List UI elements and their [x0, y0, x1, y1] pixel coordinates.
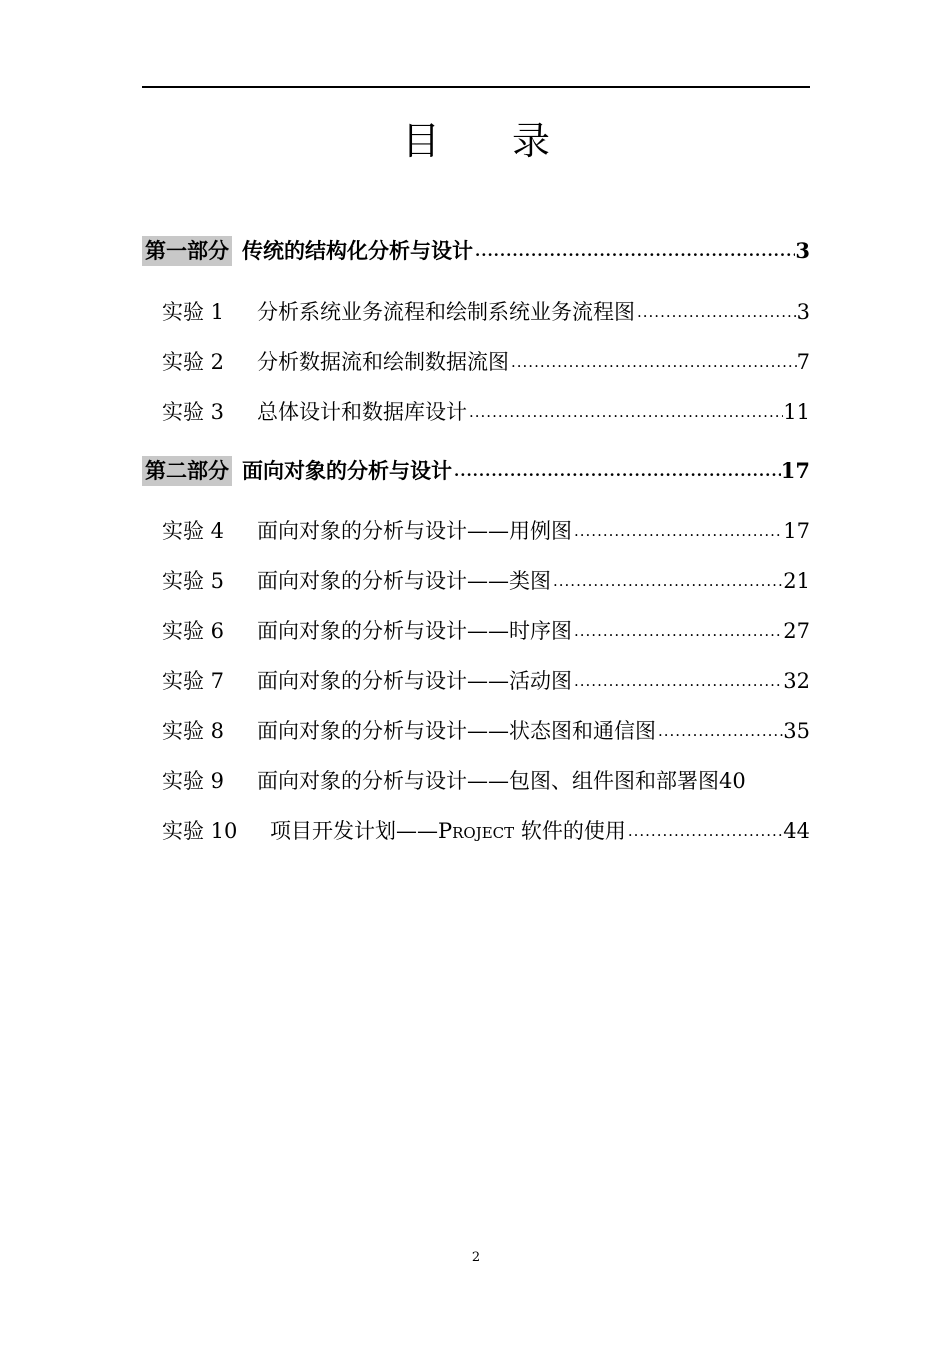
item-label: 实验 5 — [162, 569, 225, 593]
item-title: 面向对象的分析与设计——状态图和通信图 — [257, 719, 656, 743]
part-label: 第二部分 — [142, 456, 232, 486]
toc-item-1[interactable] — [142, 293, 810, 327]
item-title-prefix: 项目开发计划—— — [270, 819, 438, 843]
page-number: 3 — [795, 238, 810, 263]
page-number: 3 — [796, 300, 810, 324]
item-label: 实验 2 — [162, 350, 225, 374]
page-number: 21 — [783, 569, 810, 593]
item-title: 面向对象的分析与设计——用例图 — [257, 519, 572, 543]
part-label: 第一部分 — [142, 236, 232, 266]
page-number: 17 — [780, 458, 810, 483]
footer-page-number: 2 — [471, 1250, 481, 1265]
page-number: 11 — [783, 400, 810, 424]
item-title: 总体设计和数据库设计 — [257, 400, 467, 424]
item-title: 分析数据流和绘制数据流图 — [257, 350, 509, 374]
item-title — [270, 816, 626, 846]
leader-dots — [626, 816, 783, 846]
item-title: 面向对象的分析与设计——类图 — [257, 569, 551, 593]
part-title: 传统的结构化分析与设计 — [242, 238, 473, 263]
toc-item-3[interactable] — [142, 393, 810, 427]
toc-item-4[interactable] — [142, 512, 810, 546]
leader-dots — [572, 616, 783, 646]
page-number: 44 — [783, 819, 810, 843]
leader-dots — [572, 666, 783, 696]
toc-item-8[interactable] — [142, 712, 810, 746]
item-title-project: Project — [438, 819, 515, 843]
part-title: 面向对象的分析与设计 — [242, 458, 452, 483]
page-number: 40 — [719, 769, 746, 793]
item-title: 面向对象的分析与设计——包图、组件图和部署图 — [257, 769, 719, 793]
item-label: 实验 3 — [162, 400, 225, 424]
toc-item-2[interactable] — [142, 343, 810, 377]
leader-dots — [467, 397, 783, 427]
page-number: 27 — [783, 619, 810, 643]
item-title-suffix: 软件的使用 — [514, 819, 626, 843]
toc-item-10[interactable] — [142, 812, 810, 846]
page-number: 32 — [783, 669, 810, 693]
item-label: 实验 1 — [162, 300, 225, 324]
page-number: 35 — [783, 719, 810, 743]
leader-dots — [509, 347, 797, 377]
leader-dots — [656, 716, 783, 746]
toc-item-6[interactable] — [142, 612, 810, 646]
leader-dots — [452, 456, 781, 486]
page-number: 17 — [783, 519, 810, 543]
leader-dots — [572, 516, 783, 546]
item-title: 面向对象的分析与设计——时序图 — [257, 619, 572, 643]
item-label: 实验 6 — [162, 619, 225, 643]
item-label: 实验 8 — [162, 719, 225, 743]
page-number: 7 — [796, 350, 810, 374]
item-label: 实验 4 — [162, 519, 225, 543]
leader-dots — [473, 236, 795, 266]
toc-part-1[interactable] — [142, 232, 810, 266]
item-title: 分析系统业务流程和绘制系统业务流程图 — [257, 300, 635, 324]
page-title: 目 录 — [401, 119, 581, 163]
leader-dots — [551, 566, 783, 596]
toc-part-2[interactable] — [142, 452, 810, 486]
item-label: 实验 7 — [162, 669, 225, 693]
item-label: 实验 9 — [162, 769, 225, 793]
item-title: 面向对象的分析与设计——活动图 — [257, 669, 572, 693]
header-rule — [142, 86, 810, 88]
toc-item-5[interactable] — [142, 562, 810, 596]
toc-item-7[interactable] — [142, 662, 810, 696]
leader-dots — [635, 297, 797, 327]
toc-item-9[interactable] — [142, 762, 810, 796]
item-label: 实验 10 — [162, 819, 238, 843]
